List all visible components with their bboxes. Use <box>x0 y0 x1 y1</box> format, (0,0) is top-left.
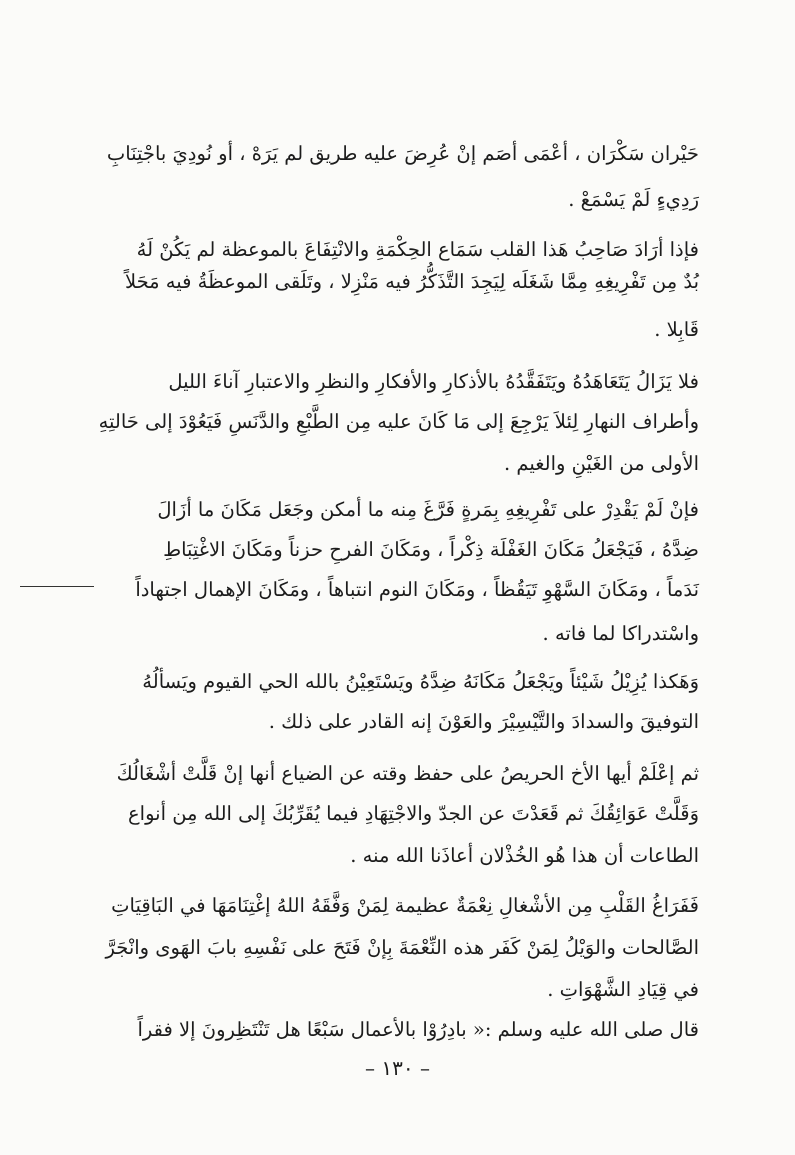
text-line: قال صلى الله عليه وسلم :« بادِرُوْا بالأعمال سَبْعًا هل تَنْتَظِرونَ إلا فقراً <box>137 1018 699 1041</box>
page-number: – ١٣٠ – <box>365 1056 430 1080</box>
text-line: نَدَماً ، ومَكَانَ السَّهْوِ تَيَقُظاً ، ومَكَانَ النوم انتباهاً ، ومَكَانَ الإهمال اجتهاداً <box>135 578 699 601</box>
text-line: وَقَلَّتْ عَوَائِقُكَ ثم قَعَدْتَ عن الجدّ والاجْتِهَادِ فيما يُقَرِّبُكَ إلى الله مِن أنواع <box>128 802 699 825</box>
text-line: فلا يَزَالُ يَتَعَاهَدُهُ ويَتَفَقَّدُهُ بالأذكارِ والأفكارِ والنظرِ والاعتبارِ آناءَ الليل <box>168 370 699 393</box>
text-line: وأطراف النهارِ لِئلاَ يَرْجِعَ إلى مَا كَانَ عليه مِن الطَّبْعِ والدَّنَسِ فَيَعُوْدَ إلى حَالتِهِ <box>98 410 699 433</box>
text-line: وَهَكذا يُزِيْلُ شَيْئاً ويَجْعَلُ مَكَانَهُ ضِدَّهُ ويَسْتَعِيْنُ بالله الحي القيوم ويَسألُهُ <box>142 670 699 693</box>
text-line: فإذا أرَادَ صَاحِبُ هَذا القلب سَمَاع الحِكْمَةِ والانْتِفَاعَ بالموعظة لم يَكُنْ لَهُ <box>136 238 699 261</box>
text-line: الأولى من الغَيْنِ والغيم . <box>504 452 699 475</box>
text-line: واسْتدراكا لما فاته . <box>542 622 699 645</box>
text-line: الطاعات أن هذا هُو الخُذْلان أعاذَنا الله منه . <box>350 844 699 867</box>
text-line: في قِيَادِ الشَّهْوَاتِ . <box>547 978 699 1001</box>
text-line: الصَّالحات والوَيْلُ لِمَنْ كَفَر هذه النِّعْمَةَ بِإنْ فَتَحَ على نَفْسِهِ بابَ الهَوى وانْجَرَّ <box>105 936 699 959</box>
text-line: فإنْ لَمْ يَقْدِرْ على تَفْرِيغِهِ بِمَرةٍ فَرَّغَ مِنه ما أمكن وجَعَل مَكَانَ ما أزَالَ <box>157 498 699 521</box>
text-line: ثم إعْلَمْ أيها الأخ الحريصُ على حفظ وقته عن الضياع أنها إنْ قَلَّتْ أشْغَالُكَ <box>116 762 699 785</box>
text-line: ضِدَّهُ ، فَيَجْعَلُ مَكَانَ الغَفْلَة ذِكْراً ، ومَكَانَ الفرحِ حزناً ومَكَانَ الاغْتِبَاطِ <box>163 538 699 561</box>
text-line: التوفيقَ والسدادَ والتَّيْسِيْرَ والعَوْنَ إنه القادر على ذلك . <box>268 710 699 733</box>
text-line: رَدِيءٍ لَمْ يَسْمَعْ . <box>568 188 699 211</box>
text-line: حَيْران سَكْرَان ، أعْمَى أصَم إنْ عُرِضَ عليه طريق لم يَرَهْ ، أو نُودِيَ باجْتِنَابِ <box>106 142 699 165</box>
text-line: بُدٌ مِن تَفْرِيغِهِ مِمَّا شَغَلَه لِيَجِدَ التَّذَكُّرُ فيه مَنْزِلا ، وتَلَقى الموعظَةُ فيه مَحَلاً <box>124 270 699 293</box>
text-line: قَابِلا . <box>654 318 699 341</box>
text-line: فَفَرَاغُ القَلْبِ مِن الأشْغالِ نِعْمَةٌ عظيمة لِمَنْ وَفَّقَهُ اللهُ إغْتِنَامَهَا في البَاقِيَاتِ <box>111 894 699 917</box>
margin-rule <box>20 586 94 587</box>
